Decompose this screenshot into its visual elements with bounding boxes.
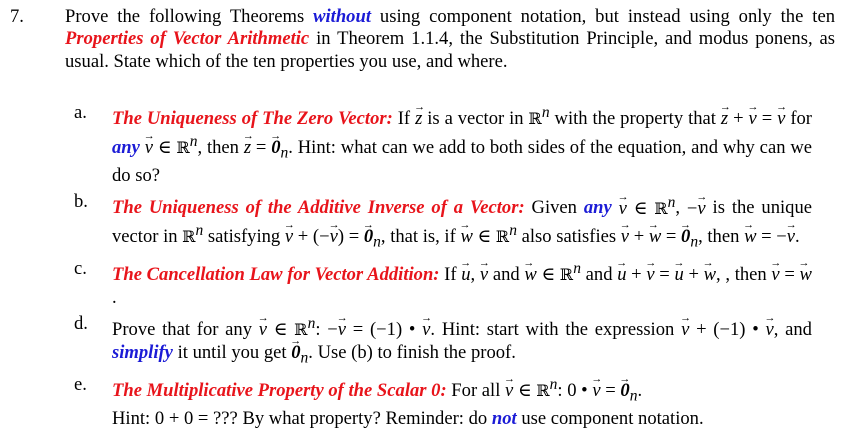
math-eq: v → = w → bbox=[771, 264, 812, 285]
item-e bbox=[10, 374, 840, 431]
item-label: a. bbox=[74, 102, 87, 123]
problem-stem bbox=[65, 6, 835, 73]
item-title: The Multiplicative Property of the Scalar 0: bbox=[112, 380, 447, 402]
text: is a vector in bbox=[422, 108, 529, 130]
stem-text: using component notation, but instead using only the ten bbox=[371, 6, 835, 27]
math-eq: z → = $0 \to_n$ bbox=[244, 137, 288, 158]
item-c bbox=[10, 258, 840, 309]
math-eq: z → + v → = v → bbox=[721, 108, 786, 129]
item-title: The Uniqueness of The Zero Vector: bbox=[112, 108, 393, 130]
item-label: d. bbox=[74, 313, 88, 335]
subparts bbox=[10, 102, 840, 435]
text: , that is, if bbox=[380, 226, 461, 248]
emphasis-any: any bbox=[583, 197, 612, 219]
text: . Use (b) to finish the proof. bbox=[308, 341, 516, 363]
emphasis-without: without bbox=[313, 6, 371, 27]
emphasis-not: not bbox=[491, 408, 517, 430]
math-u: u → bbox=[461, 264, 470, 286]
emphasis-properties: Properties of Vector Arithmetic bbox=[65, 28, 310, 50]
text: , then bbox=[197, 136, 244, 158]
math-v-in-rn: v → ∈ ℝ$^n$ bbox=[619, 198, 676, 219]
item-body: The Uniqueness of the Additive Inverse of a Vector: Given any v → ∈ ℝ$^n$, −v → is the unique vector in ℝ$^n$ satisfying v → + (−v →) = $0 \to_n$, that is, if w → ∈ ℝ$^n$ also satisfies v → + w → = $0 \to_n$, then w → = −v →. bbox=[112, 191, 812, 254]
text: Hint: 0 + 0 = ??? By what property? Reminder: do bbox=[112, 408, 492, 430]
item-b bbox=[10, 191, 840, 254]
text: Prove that for any bbox=[112, 319, 259, 341]
problem-number: 7. bbox=[10, 6, 24, 27]
text: satisfying bbox=[203, 226, 285, 248]
math-eq: 0 • v → = $0 \to_n$ bbox=[567, 380, 637, 401]
item-a bbox=[10, 102, 840, 187]
text: : bbox=[557, 380, 568, 402]
item-d bbox=[10, 313, 840, 370]
math-v-in-rn: v → ∈ ℝ$^n$ bbox=[145, 137, 198, 158]
text: If bbox=[392, 108, 416, 130]
text: is the unique vector in bbox=[112, 197, 813, 248]
math-w-in-rn: w → ∈ ℝ$^n$ bbox=[460, 226, 517, 247]
text: , then bbox=[698, 226, 745, 248]
item-label: b. bbox=[74, 191, 88, 213]
text: use component notation. bbox=[516, 408, 704, 430]
math-zero: $0 \to_n$ bbox=[291, 342, 308, 363]
text: , bbox=[470, 264, 480, 286]
emphasis-any: any bbox=[112, 136, 140, 158]
item-body: The Multiplicative Property of the Scalar 0: For all v → ∈ ℝ$^n$: 0 • v → = $0 \to_n$. Hint: 0 + 0 = ??? By what property? Reminder: do not use component notation. bbox=[112, 374, 812, 431]
text: If bbox=[439, 264, 462, 286]
math-rn: ℝ$^n$ bbox=[182, 221, 204, 247]
text: with the property that bbox=[549, 108, 721, 130]
item-title: The Uniqueness of the Additive Inverse of a Vector: bbox=[112, 197, 525, 219]
math-v-in-rn: v → ∈ ℝ$^n$ bbox=[505, 380, 557, 401]
text: it until you get bbox=[172, 341, 292, 363]
text: , bbox=[675, 197, 687, 219]
math-expr: v → + (−1) • v → bbox=[681, 319, 774, 340]
math-neg-v: −v → bbox=[687, 198, 706, 219]
math-v-in-rn: v → ∈ ℝ$^n$ bbox=[259, 319, 316, 340]
text: and bbox=[580, 264, 618, 286]
emphasis-simplify: simplify bbox=[112, 341, 173, 363]
stem-text: in Theorem 1.1.4, the Substitution Principle, and modus ponens, as usual. State which of the ten properties you use, and where. bbox=[65, 28, 835, 72]
text: for bbox=[785, 108, 813, 130]
math-z: z → bbox=[415, 108, 422, 130]
item-title: The Cancellation Law for Vector Addition: bbox=[112, 264, 440, 286]
item-label: c. bbox=[74, 258, 87, 280]
text: Given bbox=[524, 197, 584, 219]
math-eq: w → = −v → bbox=[744, 226, 795, 247]
text: also satisfies bbox=[516, 226, 621, 248]
text: . Hint: start with the expression bbox=[430, 319, 682, 341]
text: , and bbox=[773, 319, 812, 341]
text: : bbox=[315, 319, 328, 341]
math-eq: u → + v → = u → + w → bbox=[617, 264, 716, 285]
math-eq: v → + w → = $0 \to_n$ bbox=[621, 226, 698, 247]
math-w-in-rn: w → ∈ ℝ$^n$ bbox=[524, 264, 581, 285]
item-label: e. bbox=[74, 373, 87, 395]
math-rn: ℝ$^n$ bbox=[528, 104, 550, 129]
text: and bbox=[488, 264, 525, 286]
item-body bbox=[112, 313, 812, 370]
item-body: The Cancellation Law for Vector Addition: If u →, v → and w → ∈ ℝ$^n$ and u → + v → = u → + w →, , then v → = w →. bbox=[112, 258, 812, 309]
text: . Hint: what can we add to both sides of the equation, and why can we do so? bbox=[112, 136, 812, 186]
stem-text: Prove the following Theorems bbox=[65, 6, 314, 27]
math-eq: −v → = (−1) • v → bbox=[327, 319, 430, 340]
math-eq: v → + (−v →) = $0 \to_n$ bbox=[285, 226, 381, 247]
item-body bbox=[112, 102, 812, 187]
text: , then bbox=[725, 264, 772, 286]
text: For all bbox=[446, 380, 506, 402]
math-v: v → bbox=[480, 264, 488, 286]
